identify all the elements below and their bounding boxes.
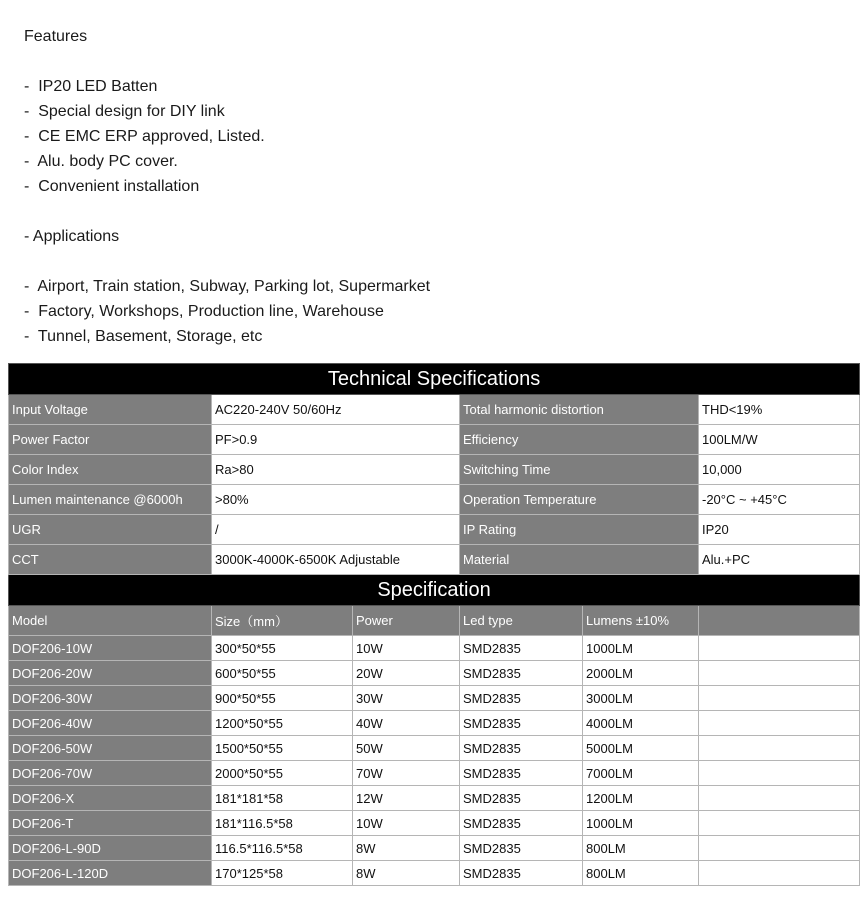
table-cell: 10W	[353, 811, 460, 836]
table-cell: 1200LM	[583, 786, 699, 811]
model-name: DOF206-30W	[9, 686, 212, 711]
product-description	[24, 24, 430, 349]
tech-value: AC220-240V 50/60Hz	[212, 395, 460, 425]
table-cell	[699, 761, 860, 786]
table-cell: SMD2835	[460, 861, 583, 886]
table-cell: 2000*50*55	[212, 761, 353, 786]
technical-title: Technical Specifications	[9, 364, 860, 395]
tech-value: 3000K-4000K-6500K Adjustable	[212, 545, 460, 575]
tech-label: Switching Time	[460, 455, 699, 485]
model-name: DOF206-L-120D	[9, 861, 212, 886]
model-name: DOF206-10W	[9, 636, 212, 661]
table-cell	[699, 636, 860, 661]
tech-value: /	[212, 515, 460, 545]
column-header: Power	[353, 606, 460, 636]
table-cell: 116.5*116.5*58	[212, 836, 353, 861]
tech-value: THD<19%	[699, 395, 860, 425]
table-cell: 181*181*58	[212, 786, 353, 811]
features-heading: Features	[24, 28, 88, 45]
specs-table	[8, 363, 860, 886]
table-row	[9, 736, 860, 761]
tech-label: Lumen maintenance @6000h	[9, 485, 212, 515]
tech-row	[9, 395, 860, 425]
tech-label: Power Factor	[9, 425, 212, 455]
feature-item: - Convenient installation	[24, 178, 200, 195]
tech-value: 100LM/W	[699, 425, 860, 455]
tech-label: Total harmonic distortion	[460, 395, 699, 425]
model-name: DOF206-X	[9, 786, 212, 811]
application-item: - Factory, Workshops, Production line, Warehouse	[24, 303, 384, 320]
table-row	[9, 761, 860, 786]
table-row	[9, 836, 860, 861]
model-name: DOF206-50W	[9, 736, 212, 761]
table-cell: 40W	[353, 711, 460, 736]
column-header: Led type	[460, 606, 583, 636]
table-cell	[699, 686, 860, 711]
tech-label: CCT	[9, 545, 212, 575]
spec-title-row	[9, 575, 860, 606]
table-cell	[699, 861, 860, 886]
column-header	[699, 606, 860, 636]
tech-row	[9, 425, 860, 455]
model-name: DOF206-20W	[9, 661, 212, 686]
table-cell: 4000LM	[583, 711, 699, 736]
table-cell: SMD2835	[460, 661, 583, 686]
table-cell: SMD2835	[460, 761, 583, 786]
table-cell	[699, 811, 860, 836]
table-cell: SMD2835	[460, 711, 583, 736]
column-header: Size（mm）	[212, 606, 353, 636]
table-cell: SMD2835	[460, 811, 583, 836]
table-cell: 8W	[353, 861, 460, 886]
applications-heading: - Applications	[24, 228, 120, 245]
table-cell: 300*50*55	[212, 636, 353, 661]
table-cell: 2000LM	[583, 661, 699, 686]
tech-row	[9, 455, 860, 485]
table-row	[9, 786, 860, 811]
table-row	[9, 861, 860, 886]
table-cell: 1000LM	[583, 811, 699, 836]
spec-tables	[8, 363, 859, 886]
tech-value: Alu.+PC	[699, 545, 860, 575]
feature-item: - Special design for DIY link	[24, 103, 225, 120]
model-name: DOF206-L-90D	[9, 836, 212, 861]
table-cell	[699, 836, 860, 861]
table-cell: 70W	[353, 761, 460, 786]
table-cell	[699, 736, 860, 761]
tech-value: -20°C ~ +45°C	[699, 485, 860, 515]
table-cell: 1200*50*55	[212, 711, 353, 736]
tech-label: UGR	[9, 515, 212, 545]
tech-value: >80%	[212, 485, 460, 515]
table-cell	[699, 711, 860, 736]
table-cell	[699, 661, 860, 686]
tech-value: PF>0.9	[212, 425, 460, 455]
table-cell: 800LM	[583, 836, 699, 861]
tech-value: IP20	[699, 515, 860, 545]
table-cell: 3000LM	[583, 686, 699, 711]
feature-item: - Alu. body PC cover.	[24, 153, 178, 170]
model-rows	[9, 636, 860, 886]
table-cell: 20W	[353, 661, 460, 686]
spacer	[24, 199, 430, 224]
table-cell: 1500*50*55	[212, 736, 353, 761]
table-cell: 8W	[353, 836, 460, 861]
table-cell: 170*125*58	[212, 861, 353, 886]
table-cell: 10W	[353, 636, 460, 661]
tech-label: IP Rating	[460, 515, 699, 545]
model-name: DOF206-40W	[9, 711, 212, 736]
spacer	[24, 249, 430, 274]
tech-value: 10,000	[699, 455, 860, 485]
table-cell: 7000LM	[583, 761, 699, 786]
table-cell: 181*116.5*58	[212, 811, 353, 836]
tech-row	[9, 515, 860, 545]
table-cell: 1000LM	[583, 636, 699, 661]
tech-label: Operation Temperature	[460, 485, 699, 515]
table-cell	[699, 786, 860, 811]
table-cell: SMD2835	[460, 686, 583, 711]
table-cell: 600*50*55	[212, 661, 353, 686]
technical-title-row	[9, 364, 860, 395]
model-name: DOF206-T	[9, 811, 212, 836]
table-cell: 800LM	[583, 861, 699, 886]
tech-row	[9, 485, 860, 515]
table-row	[9, 686, 860, 711]
table-row	[9, 636, 860, 661]
specification-title: Specification	[9, 575, 860, 606]
model-name: DOF206-70W	[9, 761, 212, 786]
tech-label: Efficiency	[460, 425, 699, 455]
table-cell: 30W	[353, 686, 460, 711]
table-cell: 900*50*55	[212, 686, 353, 711]
table-cell: 50W	[353, 736, 460, 761]
application-item: - Tunnel, Basement, Storage, etc	[24, 328, 263, 345]
tech-label: Color Index	[9, 455, 212, 485]
table-cell: 12W	[353, 786, 460, 811]
column-header: Model	[9, 606, 212, 636]
tech-value: Ra>80	[212, 455, 460, 485]
tech-label: Input Voltage	[9, 395, 212, 425]
table-cell: SMD2835	[460, 836, 583, 861]
tech-row	[9, 545, 860, 575]
application-item: - Airport, Train station, Subway, Parking lot, Supermarket	[24, 278, 431, 295]
table-cell: SMD2835	[460, 736, 583, 761]
tech-label: Material	[460, 545, 699, 575]
spacer	[24, 49, 430, 74]
spec-header-row	[9, 606, 860, 636]
table-cell: 5000LM	[583, 736, 699, 761]
table-cell: SMD2835	[460, 786, 583, 811]
table-row	[9, 661, 860, 686]
feature-item: - IP20 LED Batten	[24, 78, 158, 95]
table-row	[9, 811, 860, 836]
column-header: Lumens ±10%	[583, 606, 699, 636]
table-cell: SMD2835	[460, 636, 583, 661]
table-row	[9, 711, 860, 736]
feature-item: - CE EMC ERP approved, Listed.	[24, 128, 265, 145]
